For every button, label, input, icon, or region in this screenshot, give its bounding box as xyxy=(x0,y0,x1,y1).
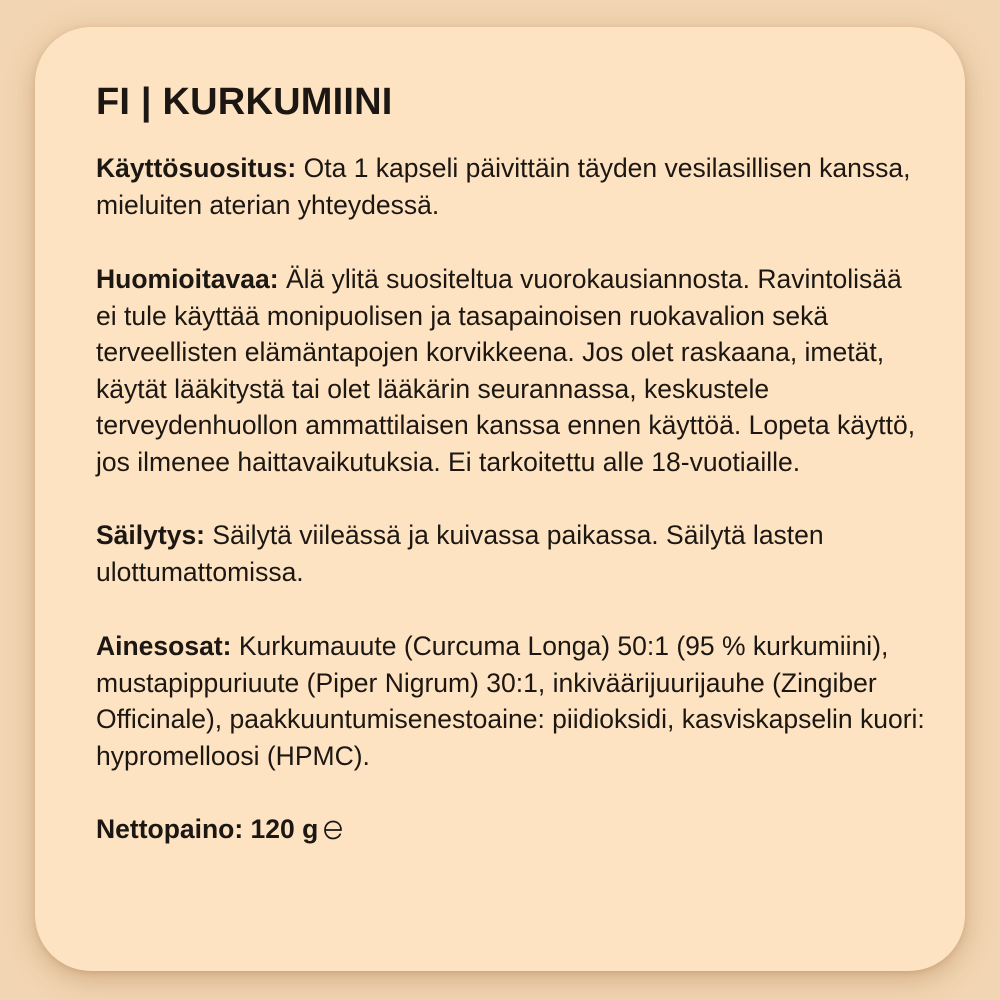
usage-text: Ota 1 kapseli päivittäin täyden vesilasillisen kanssa, mieluiten aterian yhteydessä. xyxy=(96,153,911,220)
warnings-text: Älä ylitä suositeltua vuorokausiannosta. Ravintolisää ei tule käyttää monipuolisen ja tasapainoisen ruokavalion sekä terveellisten elämäntapojen korvikkeena. Jos olet raskaana, imetät, käytät lääkitystä tai olet lääkärin seurannassa, keskustele terveydenhuollon ammattilaisen kanssa ennen käyttöä. Lopeta käyttö, jos ilmenee haittavaikutuksia. Ei tarkoitettu alle 18-vuotiaille. xyxy=(96,264,916,477)
usage-label: Käyttösuositus: xyxy=(96,153,297,183)
storage-label: Säilytys: xyxy=(96,520,206,550)
ingredients-section xyxy=(96,628,925,774)
estimated-sign-icon xyxy=(322,815,344,852)
warnings-label: Huomioitavaa: xyxy=(96,264,279,294)
net-weight-label: Nettopaino: 120 g xyxy=(96,814,319,844)
ingredients-label: Ainesosat: xyxy=(96,631,232,661)
usage-section xyxy=(96,150,925,223)
label-card xyxy=(35,27,965,971)
storage-section xyxy=(96,517,925,590)
storage-text: Säilytä viileässä ja kuivassa paikassa. Säilytä lasten ulottumattomissa. xyxy=(96,520,824,587)
net-weight-section xyxy=(96,811,925,852)
ingredients-text: Kurkumauute (Curcuma Longa) 50:1 (95 % kurkumiini), mustapippuriuute (Piper Nigrum) 30:1, inkiväärijuurijauhe (Zingiber Officinale), paakkuuntumisenestoaine: piidioksidi, kasviskapselin kuori: hypromelloosi (HPMC). xyxy=(96,631,925,771)
page-title: FI | KURKUMIINI xyxy=(96,81,393,123)
warnings-section xyxy=(96,261,925,480)
